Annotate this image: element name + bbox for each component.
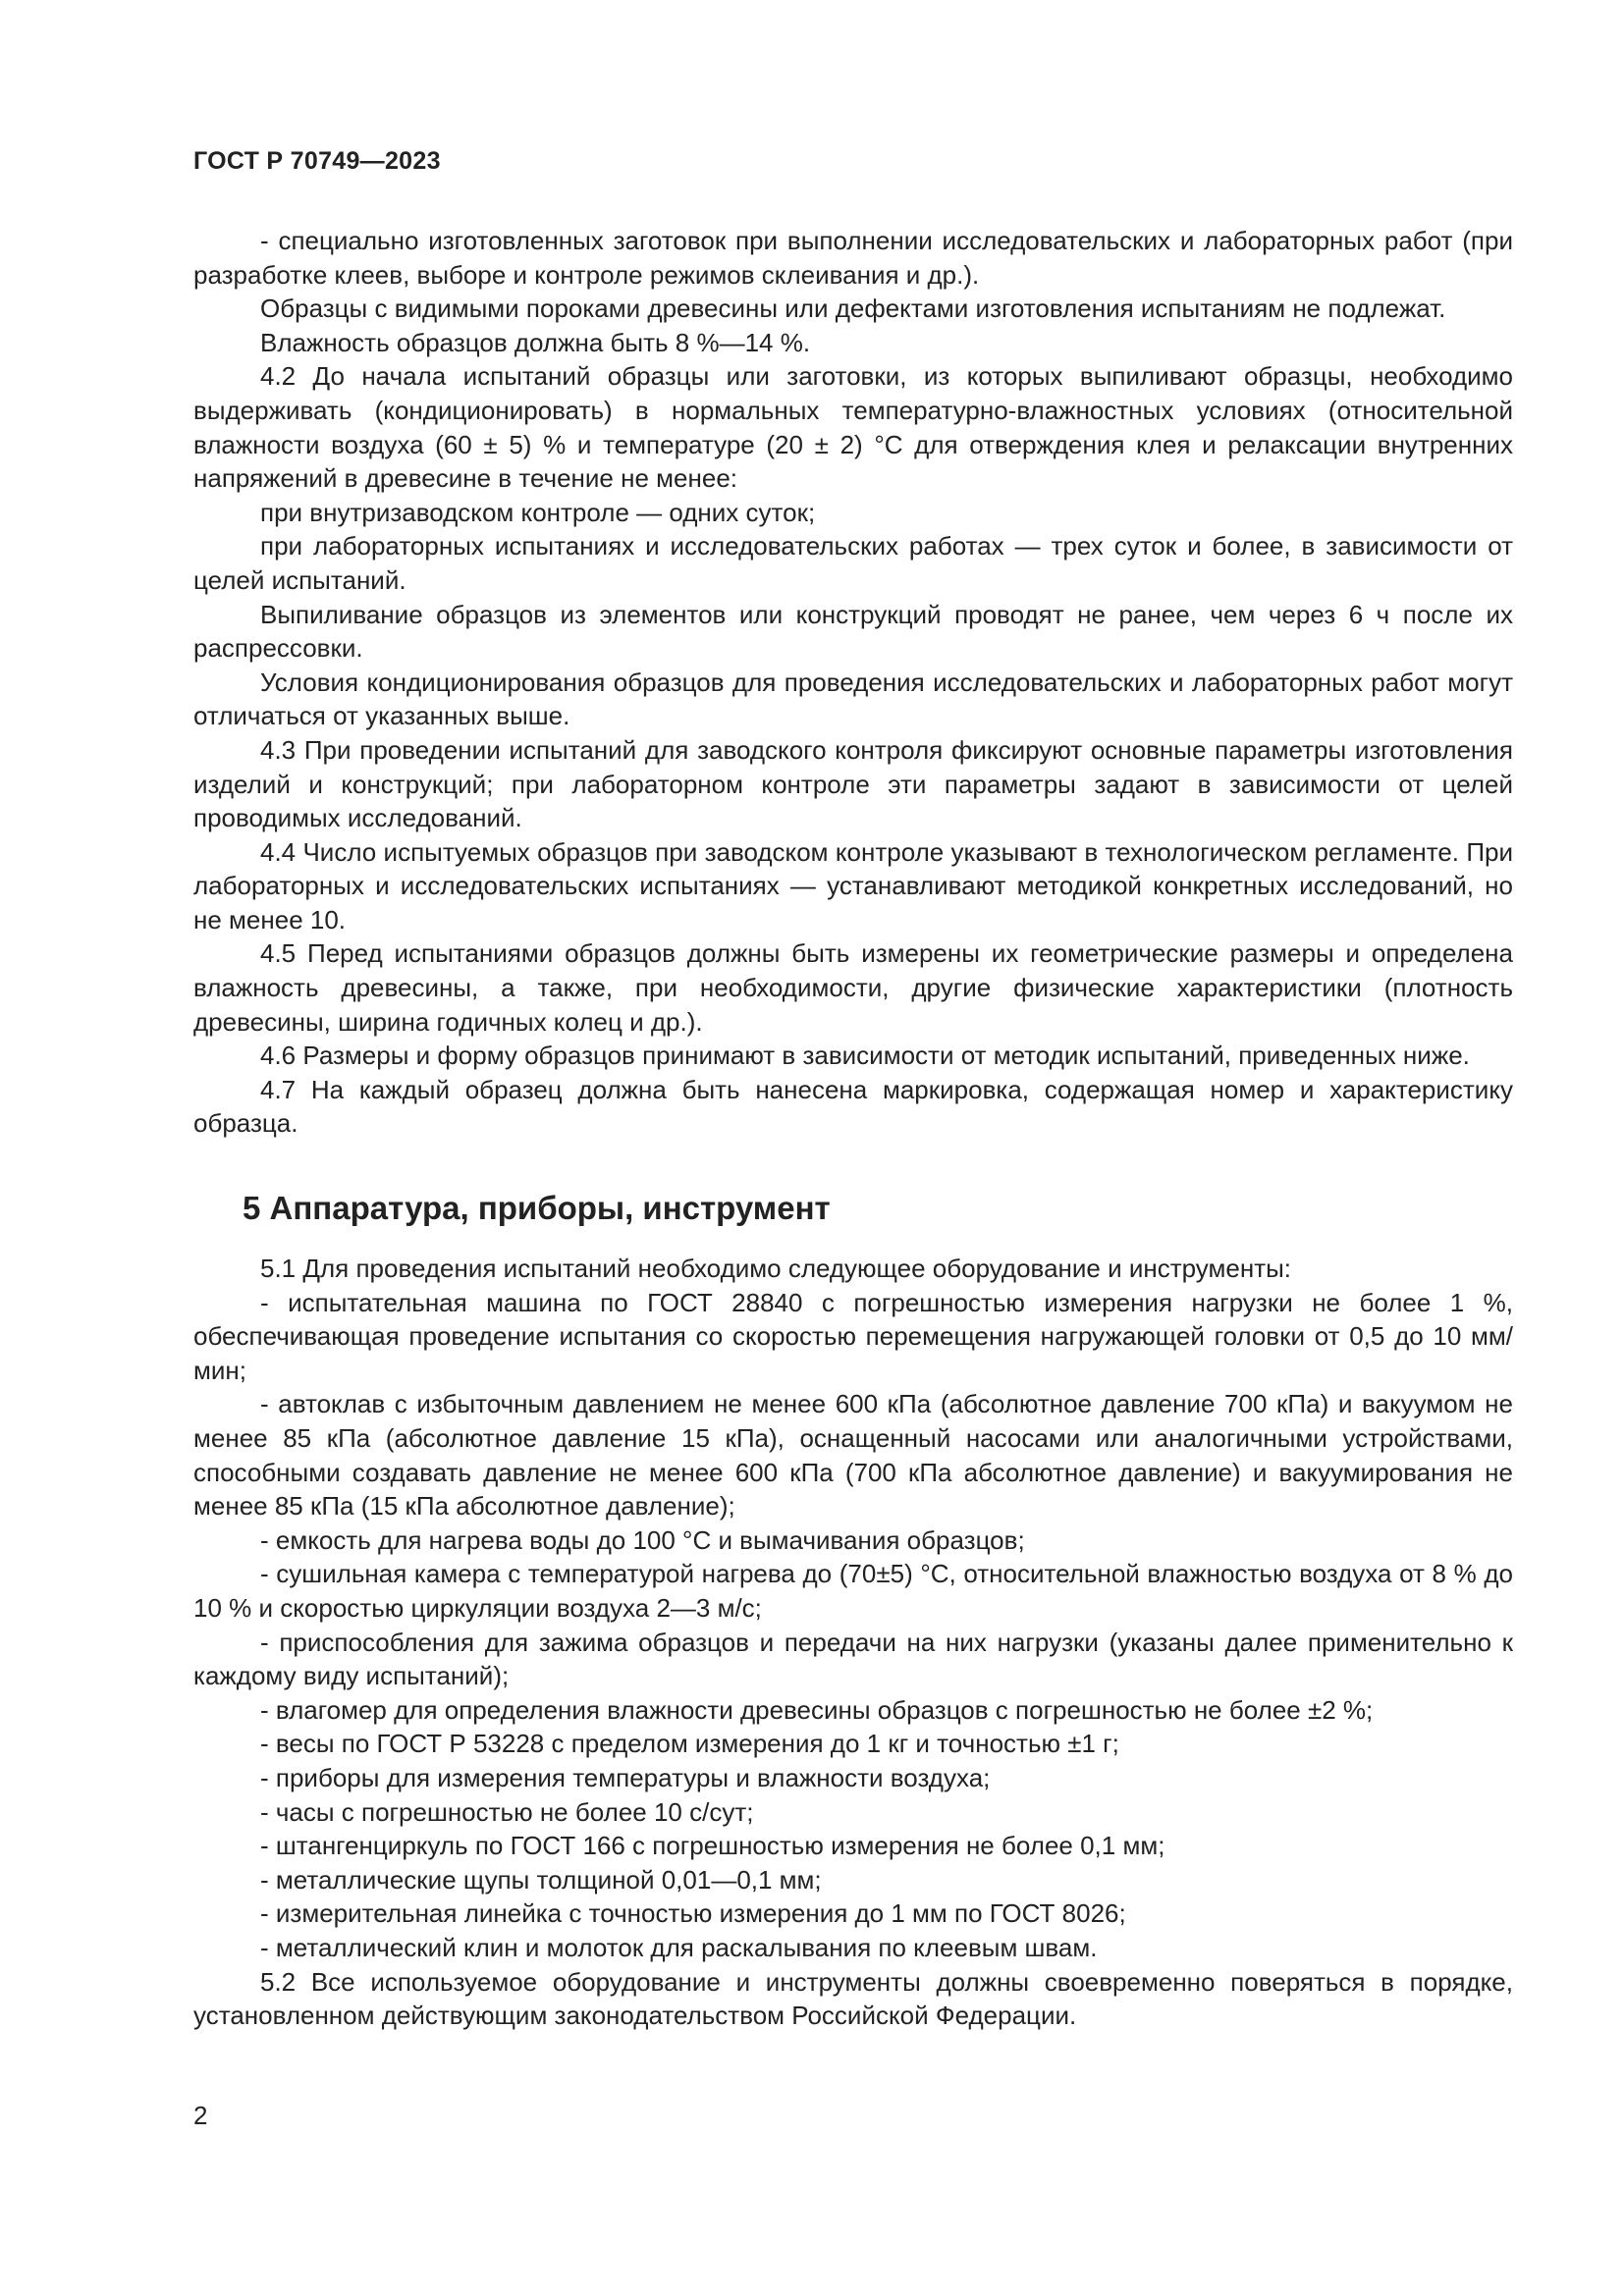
list-item-testing-machine: - испытательная машина по ГОСТ 28840 с погрешностью измерения нагрузки не более 1 %, обеспечивающая проведение испытания со скоростью перемещения нагружающей головки от 0,5 до 10 мм/мин; <box>193 1287 1513 1385</box>
paragraph-sawing: Выпиливание образцов из элементов или конструкций проводят не ранее, чем через 6 ч после их распрессовки. <box>193 599 1513 664</box>
paragraph-lab-tests: при лабораторных испытаниях и исследовательских работах — трех суток и более, в зависимости от целей испытаний. <box>193 531 1513 595</box>
list-item-autoclave: - автоклав с избыточным давлением не менее 600 кПа (абсолютное давление 700 кПа) и вакуумом не менее 85 кПа (абсолютное давление 15 кПа), оснащенный насосами или аналогичными устройствами, способными создавать давление не менее 600 кПа (700 кПа абсолютное давление) и вакуумирования не менее 85 кПа (15 кПа абсолютное давление); <box>193 1389 1513 1522</box>
paragraph-factory-control: при внутризаводском контроле — одних суток; <box>260 497 816 527</box>
paragraph-4-4: 4.4 Число испытуемых образцов при заводском контроле указывают в технологическом регламенте. При лабораторных и исследовательских испытаниях — устанавливают методикой конкретных исследований, но не менее 10. <box>193 836 1513 934</box>
list-item-clock: - часы с погрешностью не более 10 с/сут; <box>260 1796 754 1827</box>
list-item-wedge-hammer: - металлический клин и молоток для раскалывания по клеевым швам. <box>260 1932 1098 1962</box>
list-item-ruler: - измерительная линейка с точностью измерения до 1 мм по ГОСТ 8026; <box>260 1898 1126 1929</box>
paragraph-moisture: Влажность образцов должна быть 8 %—14 %. <box>260 327 811 357</box>
paragraph-4-2: 4.2 До начала испытаний образцы или заготовки, из которых выпиливают образцы, необходимо выдерживать (кондиционировать) в нормальных температурно-влажностных условиях (относительной влажности воздуха (60 ± 5) % и температуре (20 ± 2) °С для отверждения клея и релаксации внутренних напряжений в древесине в течение не менее: <box>193 361 1513 494</box>
list-item-drying-chamber: - сушильная камера с температурой нагрева до (70±5) °С, относительной влажностью воздуха от 8 % до 10 % и скоростью циркуляции воздуха 2—3 м/с; <box>193 1559 1513 1623</box>
list-item-moisture-meter: - влагомер для определения влажности древесины образцов с погрешностью не более ±2 %; <box>260 1694 1374 1725</box>
list-item-water-container: - емкость для нагрева воды до 100 °С и вымачивания образцов; <box>260 1524 1025 1555</box>
page-number: 2 <box>193 2101 208 2130</box>
list-item-feeler-gauges: - металлические щупы толщиной 0,01—0,1 мм; <box>260 1864 822 1895</box>
section-5-heading: 5 Аппаратура, приборы, инструмент <box>243 1190 831 1227</box>
list-item-scales: - весы по ГОСТ Р 53228 с пределом измерения до 1 кг и точностью ±1 г; <box>260 1729 1119 1759</box>
paragraph-4-3: 4.3 При проведении испытаний для заводского контроля фиксируют основные параметры изготовления изделий и конструкций; при лабораторном контроле эти параметры задают в зависимости от целей проводимых исследований. <box>193 734 1513 833</box>
list-item-climate-instruments: - приборы для измерения температуры и влажности воздуха; <box>260 1762 991 1792</box>
paragraph-5-1: 5.1 Для проведения испытаний необходимо следующее оборудование и инструменты: <box>260 1254 1292 1284</box>
list-item-caliper: - штангенциркуль по ГОСТ 166 с погрешностью измерения не более 0,1 мм; <box>260 1831 1165 1861</box>
paragraph-4-6: 4.6 Размеры и форму образцов принимают в зависимости от методик испытаний, приведенных ниже. <box>260 1041 1470 1071</box>
document-header: ГОСТ Р 70749—2023 <box>193 147 441 175</box>
paragraph-defective-samples: Образцы с видимыми пороками древесины или дефектами изготовления испытаниям не подлежат. <box>260 294 1446 324</box>
list-item-clamping-devices: - приспособления для зажима образцов и передачи на них нагрузки (указаны далее применительно к каждому виду испытаний); <box>193 1627 1513 1691</box>
paragraph-special-blanks: - специально изготовленных заготовок при выполнении исследовательских и лабораторных работ (при разработке клеев, выборе и контроле режимов склеивания и др.). <box>193 226 1513 290</box>
paragraph-4-7: 4.7 На каждый образец должна быть нанесена маркировка, содержащая номер и характеристику образца. <box>193 1074 1513 1139</box>
paragraph-conditioning: Условия кондиционирования образцов для проведения исследовательских и лабораторных работ могут отличаться от указанных выше. <box>193 667 1513 731</box>
paragraph-5-2: 5.2 Все используемое оборудование и инструменты должны своевременно поверяться в порядке, установленном действующим законодательством Российской Федерации. <box>193 1966 1513 2031</box>
page-content <box>193 224 1513 2033</box>
paragraph-4-5: 4.5 Перед испытаниями образцов должны быть измерены их геометрические размеры и определена влажность древесины, а также, при необходимости, другие физические характеристики (плотность древесины, ширина годичных колец и др.). <box>193 938 1513 1037</box>
